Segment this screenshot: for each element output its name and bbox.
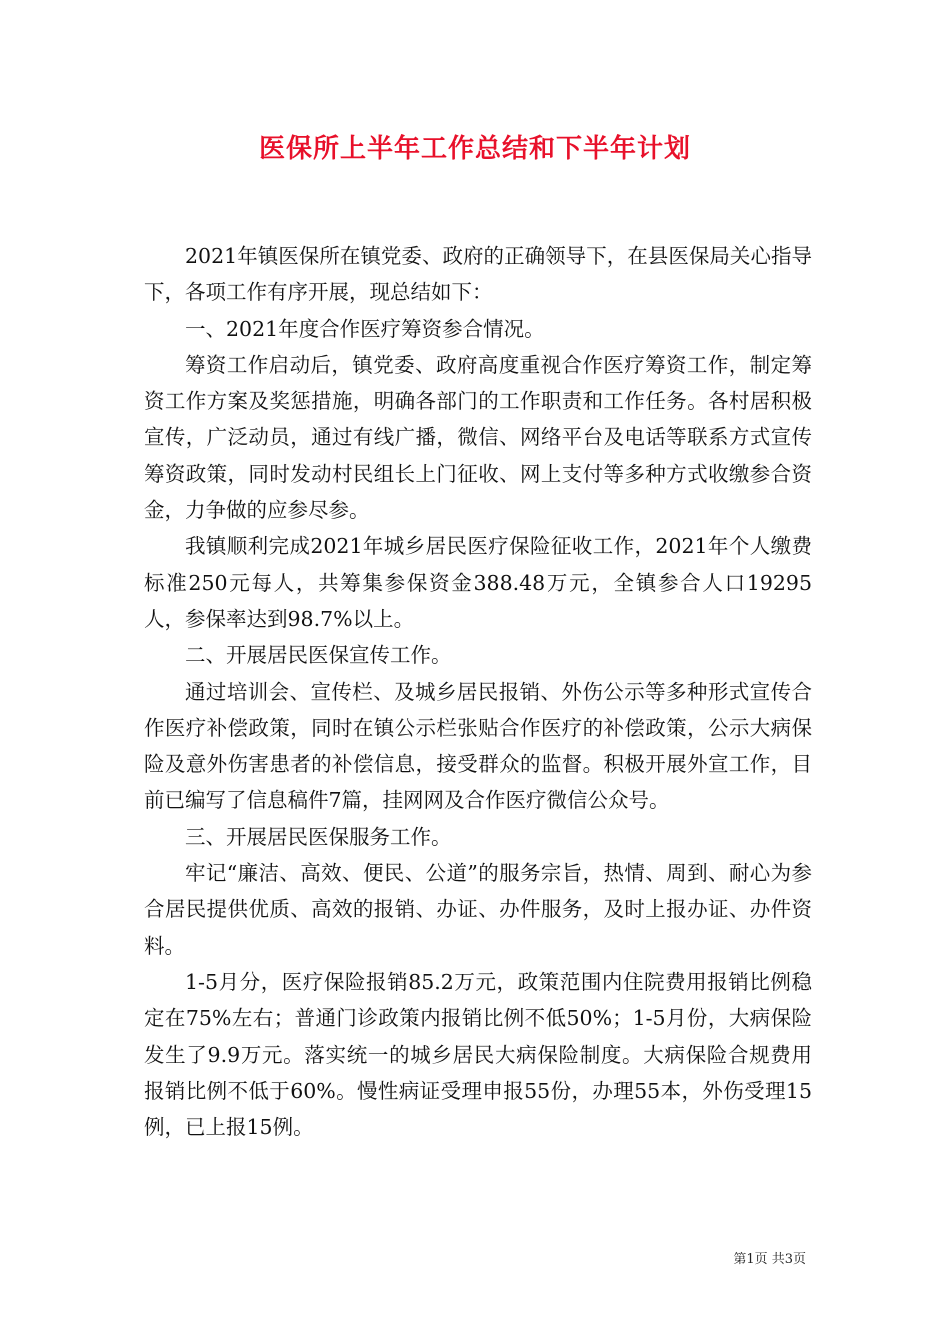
page-number: 第1页 共3页 (733, 1252, 806, 1267)
paragraph-service: 牢记“廉洁、高效、便民、公道”的服务宗旨，热情、周到、耐心为参合居民提供优质、高效的报销、办证、办件服务，及时上报办证、办件资料。 (144, 861, 812, 958)
heading-section-3: 三、开展居民医保服务工作。 (185, 824, 452, 849)
heading-section-2: 二、开展居民医保宣传工作。 (185, 643, 452, 668)
paragraph-publicity: 通过培训会、宣传栏、及城乡居民报销、外伤公示等多种形式宣传合作医疗补偿政策，同时在镇公示栏张贴合作医疗的补偿政策，公示大病保险及意外伤害患者的补偿信息，接受群众的监督。积极开展外宣工作，目前已编写了信息稿件7篇，挂网网及合作医疗微信公众号。 (144, 679, 812, 813)
paragraph-reimbursement: 1-5月分，医疗保险报销85.2万元，政策范围内住院费用报销比例稳定在75%左右；普通门诊政策内报销比例不低50%；1-5月份，大病保险发生了9.9万元。落实统一的城乡居民大病保险制度。大病保险合规费用报销比例不低于60%。慢性病证受理申报55份，办理55本，外伤受理15例，已上报15例。 (144, 969, 812, 1140)
paragraph-intro: 2021年镇医保所在镇党委、政府的正确领导下，在县医保局关心指导下，各项工作有序开展，现总结如下： (144, 244, 812, 305)
document-body (144, 238, 812, 1145)
document-title: 医保所上半年工作总结和下半年计划 (258, 134, 691, 164)
heading-section-1: 一、2021年度合作医疗筹资参合情况。 (185, 316, 545, 341)
paragraph-fundraising: 筹资工作启动后，镇党委、政府高度重视合作医疗筹资工作，制定筹资工作方案及奖惩措施，明确各部门的工作职责和工作任务。各村居积极宣传，广泛动员，通过有线广播，微信、网络平台及电话等联系方式宣传筹资政策，同时发动村民组长上门征收、网上支付等多种方式收缴参合资金，力争做的应参尽参。 (144, 352, 812, 523)
paragraph-collection-result: 我镇顺利完成2021年城乡居民医疗保险征收工作，2021年个人缴费标准250元每人，共筹集参保资金388.48万元，全镇参合人口19295人，参保率达到98.7%以上。 (144, 534, 812, 631)
